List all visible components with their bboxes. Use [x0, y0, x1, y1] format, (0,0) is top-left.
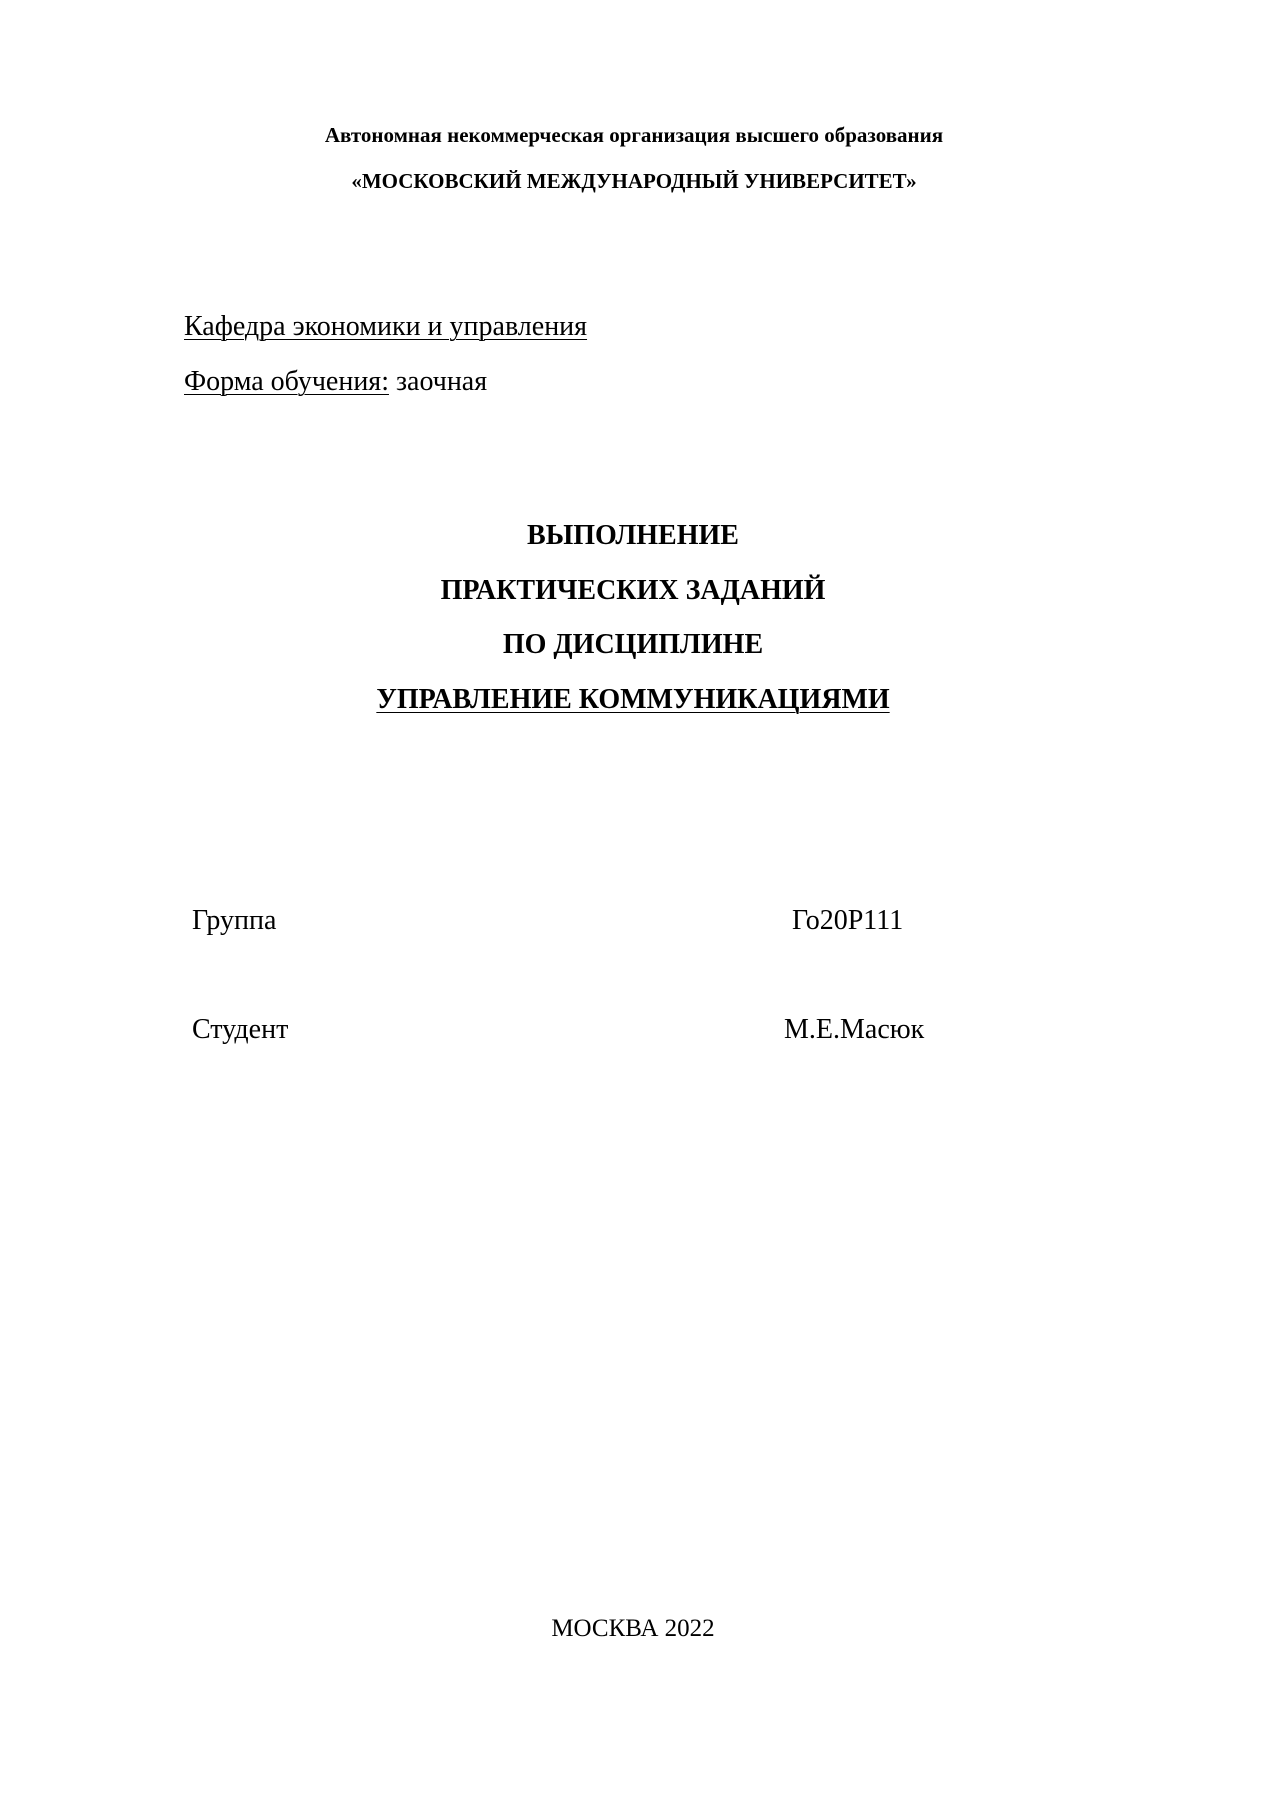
discipline-name-text: УПРАВЛЕНИЕ КОММУНИКАЦИЯМИ: [376, 684, 890, 715]
title-line-2: ПРАКТИЧЕСКИХ ЗАДАНИЙ: [440, 575, 826, 606]
title-line-3: ПО ДИСЦИПЛИНЕ: [502, 629, 764, 660]
city-year: МОСКВА 2022: [551, 1615, 715, 1642]
student-label: Студент: [192, 1014, 289, 1045]
title-line-1: ВЫПОЛНЕНИЕ: [527, 520, 739, 551]
discipline-name: [0, 684, 1273, 716]
group-label: Группа: [192, 905, 277, 936]
study-form-label: Форма обучения:: [184, 366, 389, 397]
department-line: [184, 311, 587, 343]
organization-heading: Автономная некоммерческая организация высшего образования: [324, 123, 944, 147]
study-form-value: заочная: [395, 366, 488, 397]
department-name: Кафедра экономики и управления: [184, 311, 588, 342]
university-name: «МОСКОВСКИЙ МЕЖДУНАРОДНЫЙ УНИВЕРСИТЕТ»: [351, 169, 917, 193]
study-form-line: [184, 366, 487, 398]
group-value: Го20Р111: [792, 905, 904, 936]
student-value: М.Е.Масюк: [784, 1014, 925, 1045]
